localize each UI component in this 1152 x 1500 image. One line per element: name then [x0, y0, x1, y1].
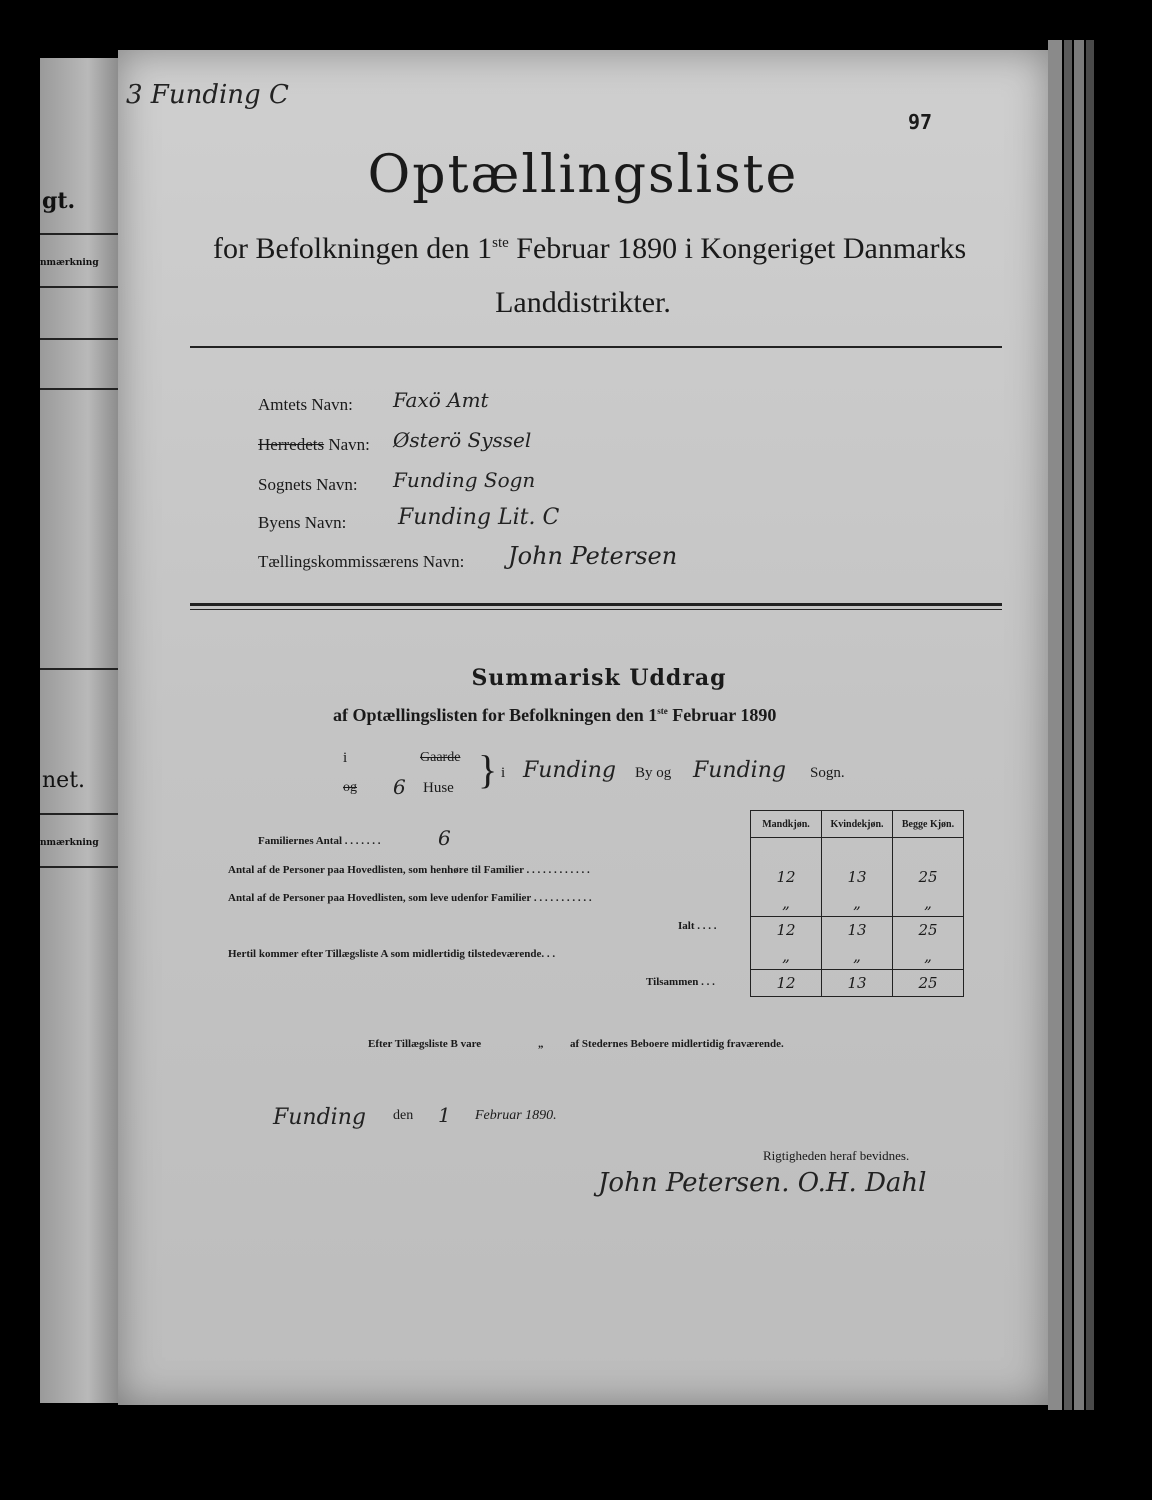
table-cell: 25	[893, 970, 964, 997]
herred-label: Herredets Navn:	[258, 435, 370, 454]
summary-subtitle: af Optællingslisten for Befolkningen den 1ste Februar 1890	[333, 705, 777, 725]
page-number: 97	[908, 110, 933, 134]
den-label: den	[393, 1108, 414, 1123]
page-edge	[1064, 40, 1072, 1410]
tillaeg-b-value: „	[538, 1038, 544, 1050]
sogn-value: Funding Sogn	[393, 468, 536, 492]
subtitle: for Befolkningen den 1ste Februar 1890 i Kongeriget Danmarks	[213, 232, 967, 265]
table-cell: 12	[751, 970, 822, 997]
table-cell: „	[893, 890, 964, 917]
prev-page-fragment: nmærkning	[40, 838, 99, 848]
tillaeg-b-post: af Stedernes Beboere midlertidig fraværende.	[570, 1038, 784, 1050]
summary-title: Summarisk Uddrag	[471, 665, 727, 691]
table-cell: „	[893, 943, 964, 970]
subtitle-line2: Landdistrikter.	[495, 286, 671, 319]
page-edge	[1074, 40, 1084, 1410]
table-cell: 13	[822, 917, 893, 944]
by-og-label: By og	[635, 765, 672, 781]
parish-value: Funding	[693, 758, 786, 783]
page-edge	[1048, 40, 1062, 1410]
handwritten-reference: 3 Funding C	[126, 80, 289, 110]
column-header: Mandkjøn.	[751, 811, 822, 838]
table-cell: 13	[822, 864, 893, 890]
sogn-suffix: Sogn.	[810, 765, 845, 781]
sogn-label: Sognets Navn:	[258, 475, 358, 494]
census-page	[118, 50, 1048, 1405]
divider	[40, 866, 120, 868]
town-value: Funding	[523, 758, 616, 783]
page-edge	[1086, 40, 1094, 1410]
gaarde-label: Gaarde	[420, 750, 461, 765]
page-title: Optællingsliste	[367, 145, 799, 205]
row-label: Antal af de Personer paa Hovedlisten, som henhøre til Familier . . . . . . . . . . . .	[228, 864, 590, 876]
by-value: Funding Lit. C	[398, 505, 560, 530]
divider	[40, 338, 120, 340]
row-label: Tilsammen . . .	[646, 976, 715, 988]
herred-value: Østerö Syssel	[393, 428, 532, 452]
table-cell: 25	[893, 917, 964, 944]
prev-page-fragment: net.	[42, 768, 86, 793]
by-label: Byens Navn:	[258, 513, 347, 532]
table-cell: „	[751, 890, 822, 917]
kommissaer-value: John Petersen	[508, 542, 678, 570]
prev-page-fragment: nmærkning	[40, 258, 99, 268]
amt-value: Faxö Amt	[393, 388, 489, 412]
divider	[190, 609, 1002, 610]
summary-table	[750, 810, 964, 997]
divider	[40, 813, 120, 815]
families-value: 6	[438, 826, 451, 850]
month-year: Februar 1890.	[475, 1108, 557, 1123]
summary-i2: i	[501, 765, 506, 781]
table-cell: „	[751, 943, 822, 970]
place-value: Funding	[273, 1105, 366, 1130]
houses-count: 6	[393, 775, 406, 799]
divider	[40, 233, 120, 235]
signature: John Petersen. O.H. Dahl	[598, 1168, 927, 1198]
certify-text: Rigtigheden heraf bevidnes.	[763, 1148, 910, 1163]
table-cell: 13	[822, 970, 893, 997]
table-cell: 25	[893, 864, 964, 890]
kommissaer-label: Tællingskommissærens Navn:	[258, 552, 465, 571]
column-header: Begge Kjøn.	[893, 811, 964, 838]
prev-page-fragment: gt.	[42, 188, 76, 214]
summary-i: i	[343, 750, 348, 766]
families-label: Familiernes Antal . . . . . . .	[258, 835, 381, 847]
brace: }	[478, 747, 498, 792]
row-label: Ialt . . . .	[678, 920, 717, 932]
column-header: Kvindekjøn.	[822, 811, 893, 838]
divider	[40, 388, 120, 390]
tillaeg-b-pre: Efter Tillægsliste B vare	[368, 1038, 482, 1050]
og-label: og	[343, 780, 357, 795]
huse-label: Huse	[423, 780, 454, 796]
row-label: Antal af de Personer paa Hovedlisten, som leve udenfor Familier . . . . . . . . . . .	[228, 892, 592, 904]
table-cell: „	[822, 943, 893, 970]
amt-label: Amtets Navn:	[258, 395, 353, 414]
divider	[190, 603, 1002, 606]
table-cell: 12	[751, 864, 822, 890]
table-cell: 12	[751, 917, 822, 944]
day-value: 1	[438, 1103, 451, 1127]
row-label: Hertil kommer efter Tillægsliste A som midlertidig tilstedeværende. . .	[228, 948, 556, 960]
divider	[190, 346, 1002, 348]
table-cell: „	[822, 890, 893, 917]
previous-page-strip	[40, 58, 120, 1403]
divider	[40, 286, 120, 288]
divider	[40, 668, 120, 670]
